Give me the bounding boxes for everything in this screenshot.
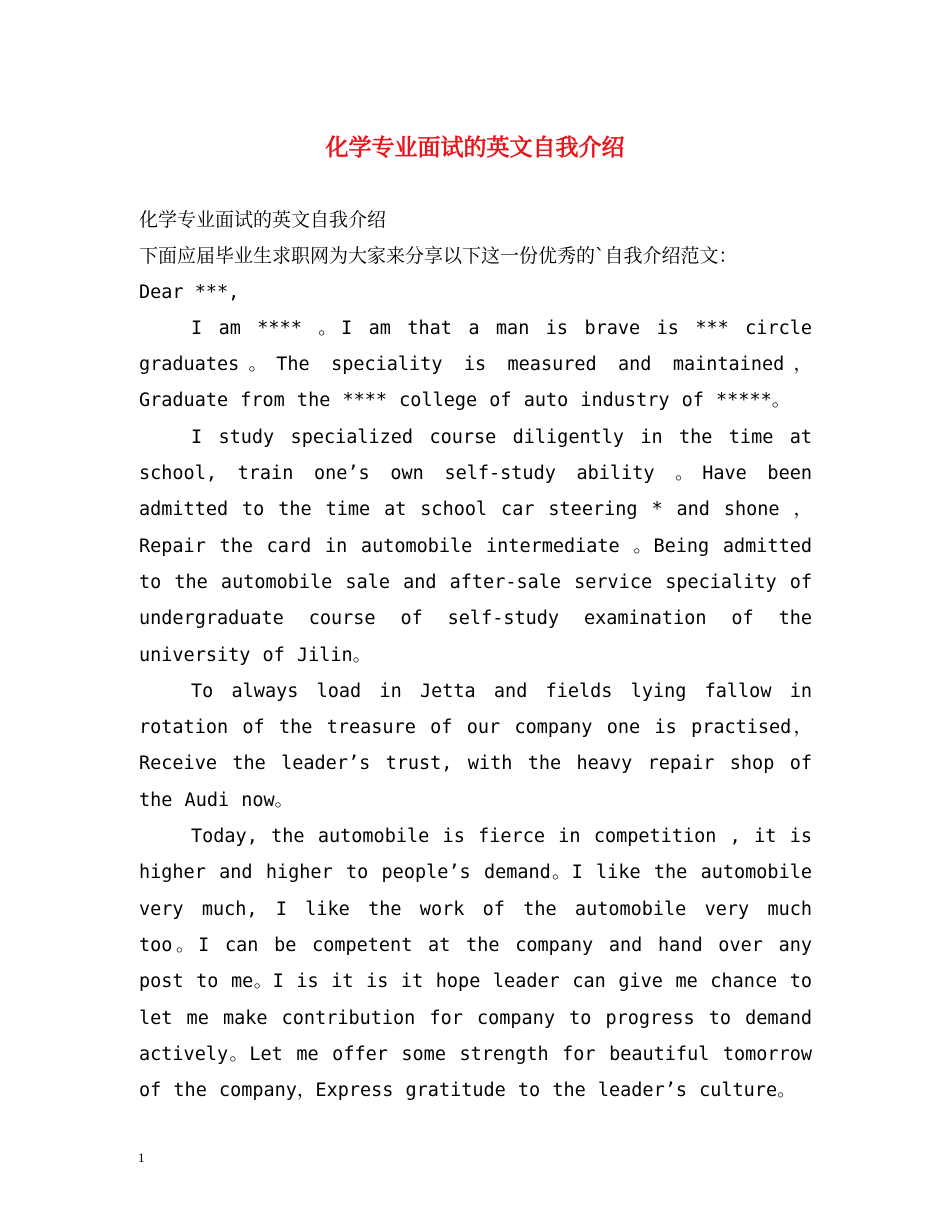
document-body — [139, 202, 812, 1109]
paragraph-1: I am **** 。I am that a man is brave is *** circle graduates。The speciality is measured and maintained，Graduate from the **** college of auto industry of *****。 — [139, 317, 812, 412]
paragraph-4: Today, the automobile is fierce in competition , it is higher and higher to people’s demand。I like the automobile very much, I like the work of the automobile very much too。I can be competent at the company and hand over any post to me。I is it is it hope leader can give me chance to let me make contribution for company to progress to demand actively。Let me offer some strength for beautiful tomorrow of the company，Express gratitude to the leader’s culture。 — [139, 826, 812, 1102]
heading-line: 化学专业面试的英文自我介绍 — [139, 209, 387, 231]
document-title: 化学专业面试的英文自我介绍 — [325, 135, 625, 161]
salutation: Dear ***, — [139, 281, 240, 303]
paragraph-2: I study specialized course diligently in the time at school, train one’s own self-study ability 。Have been admitted to the time at school car steering * and shone ，Repair the card in automobile intermediate 。Being admitted to the automobile sale and after-sale service speciality of undergraduate course of self-study examination of the university of Jilin。 — [139, 426, 812, 666]
page-number: 1 — [138, 1150, 145, 1165]
intro-line: 下面应届毕业生求职网为大家来分享以下这一份优秀的`自我介绍范文： — [139, 245, 738, 268]
paragraph-3: To always load in Jetta and fields lying fallow in rotation of the treasure of our company one is practised，Receive the leader’s trust, with the heavy repair shop of the Audi now。 — [139, 680, 812, 811]
